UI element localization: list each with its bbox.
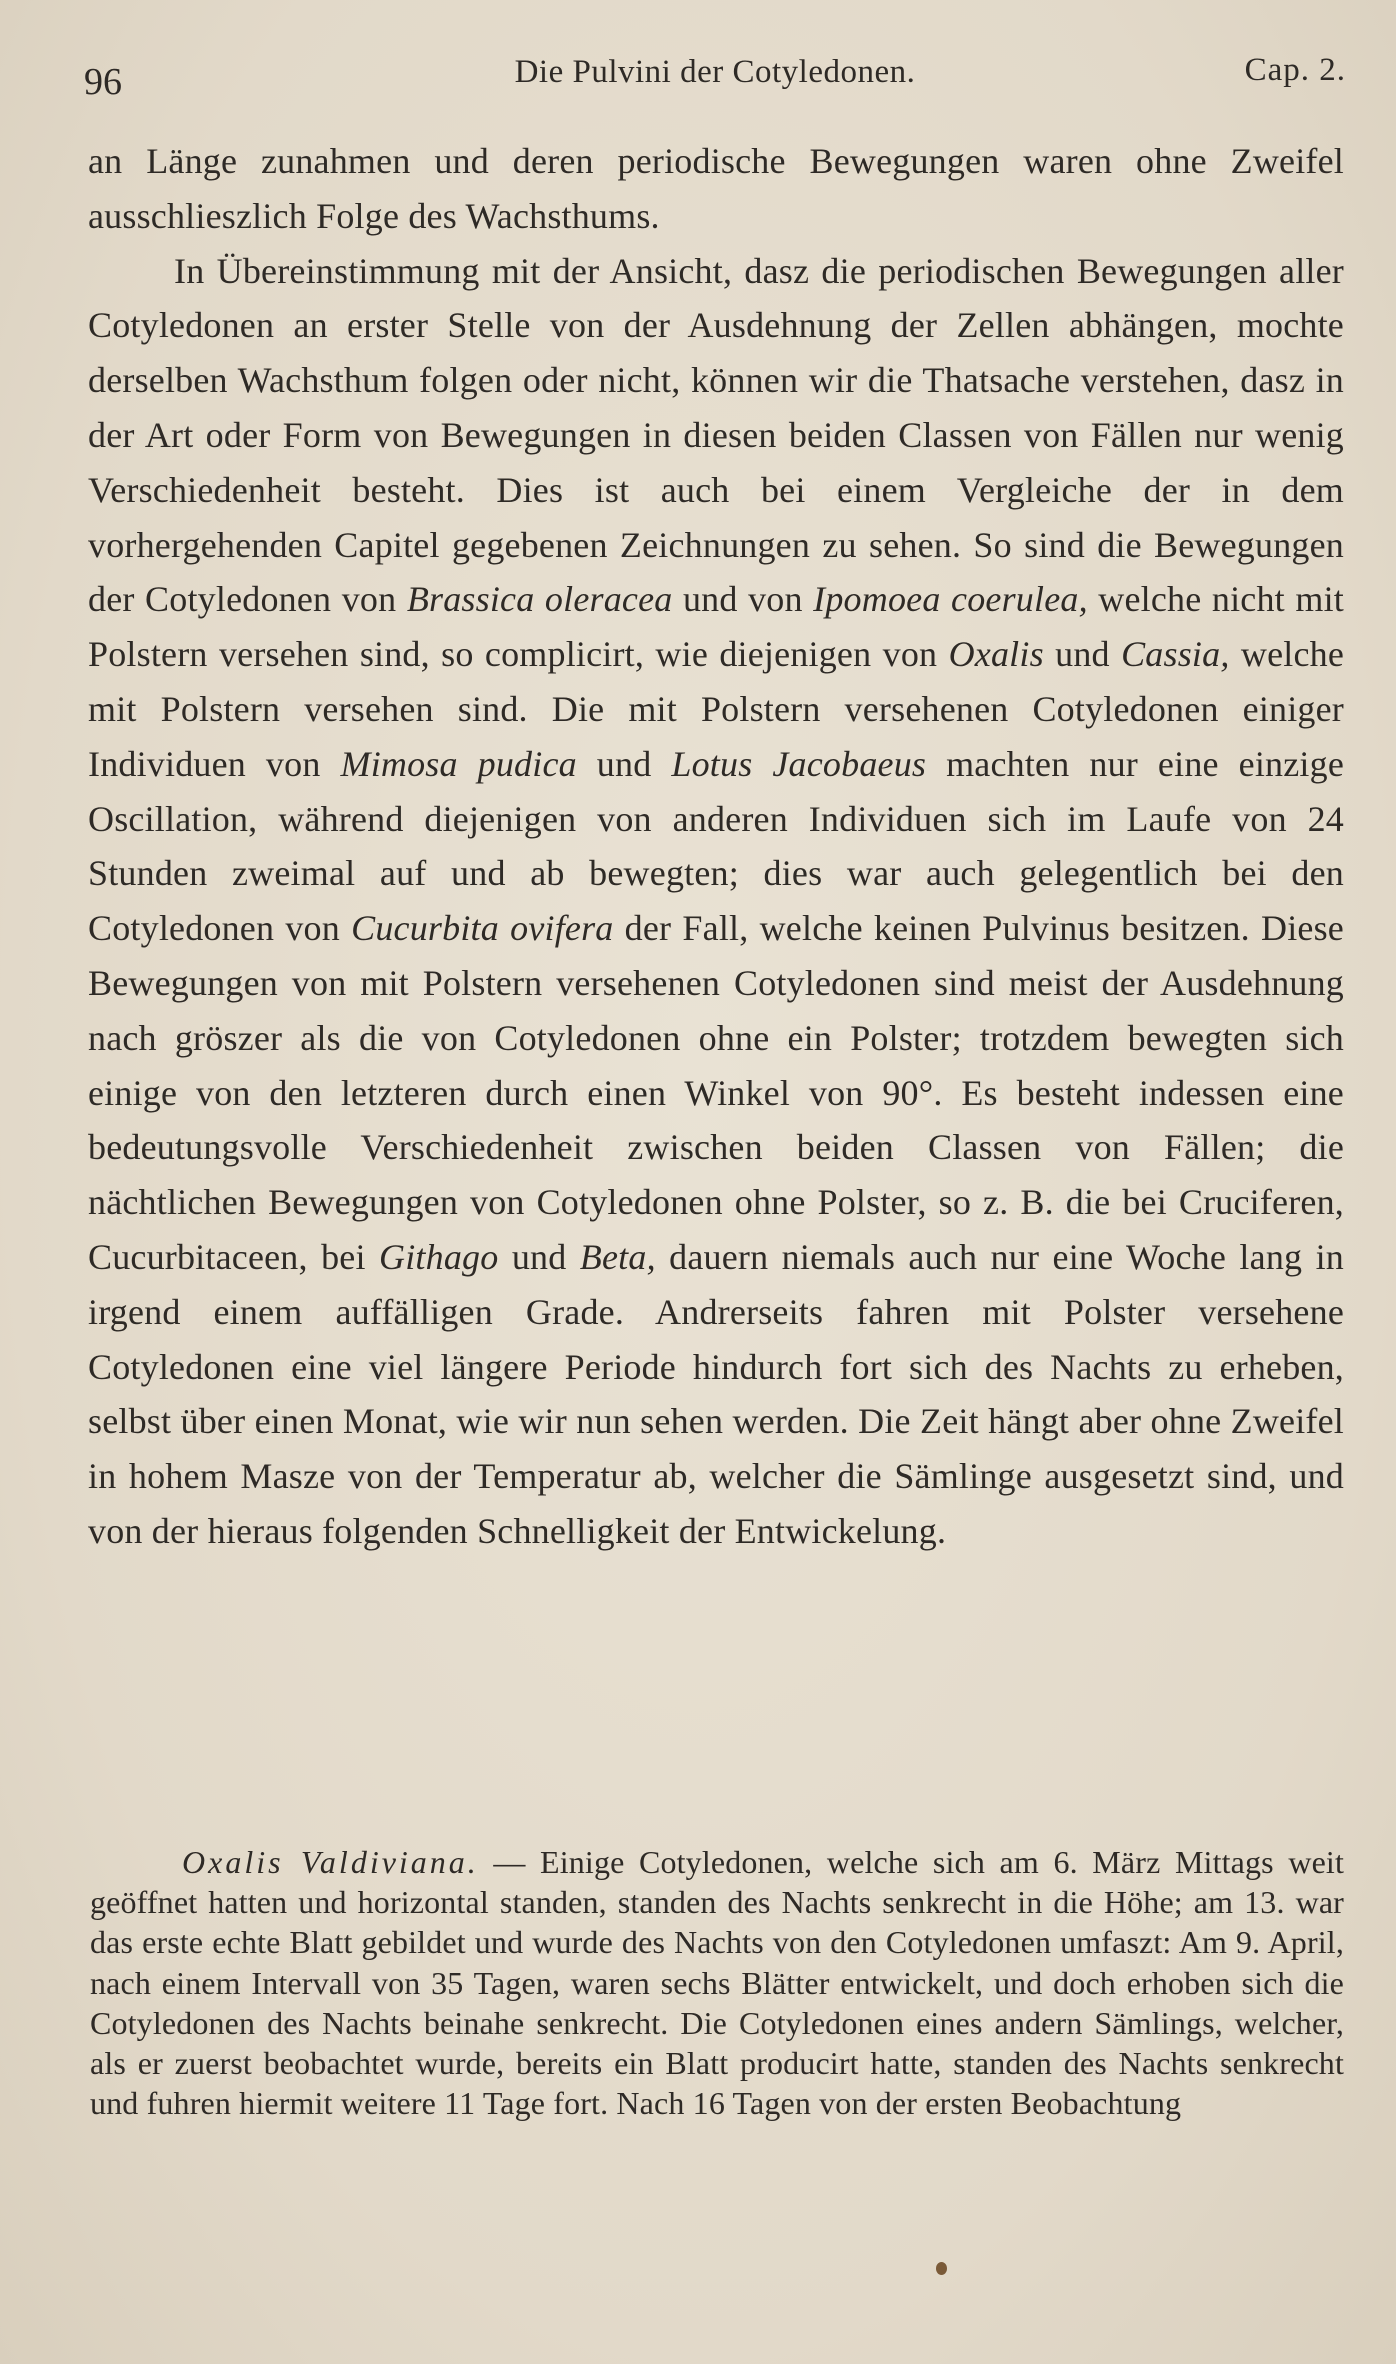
text-run: dauern niemals auch nur eine Woche lang in irgend einem auffälligen Grade. Andrerseits fahren mit Polster versehene Cotyledonen eine viel längere Periode hindurch fort sich des Nachts zu erheben, selbst über einen Monat, wie wir nun sehen werden. Die Zeit hängt aber ohne Zweifel in hohem Masze von der Temperatur ab, welcher die Sämlinge ausgesetzt sind, und von der hieraus folgenden Schnelligkeit der Entwickelung.	[88, 1236, 1344, 1551]
species-name: Cucurbita ovifera	[351, 908, 614, 949]
text-run: machten nur eine einzige Oscillation, während diejenigen von anderen Individuen sich im Laufe von 24 Stunden zweimal auf und ab bewegten; dies war auch gelegentlich bei den Cotyledonen von	[88, 743, 1344, 949]
running-title: Die Pulvini der Cotyledonen.	[514, 54, 916, 90]
page-header	[84, 52, 1346, 102]
text-run: welche nicht mit Polstern versehen sind, so complicirt, wie diejenigen von	[88, 579, 1344, 675]
genus-name: Beta,	[579, 1236, 656, 1277]
paragraph-continued: an Länge zunahmen und deren periodische Bewegungen waren ohne Zweifel ausschlieszlich Folge des Wachsthums.	[88, 141, 1344, 236]
note-body: — Einige Cotyledonen, welche sich am 6. März Mittags weit geöffnet hatten und horizontal standen, standen des Nachts senkrecht in die Höhe; am 13. war das erste echte Blatt gebildet und wurde des Nachts von den Cotyledonen umfaszt: Am 9. April, nach einem Intervall von 35 Tagen, waren sechs Blätter entwickelt, und doch erhoben sich die Cotyledonen des Nachts beinahe senkrecht. Die Cotyledonen eines andern Sämlings, welcher, als er zuerst beobachtet wurde, bereits ein Blatt producirt hatte, standen des Nachts senkrecht und fuhren hiermit weitere 11 Tage fort. Nach 16 Tagen von der ersten Beobachtung	[90, 1844, 1345, 2122]
genus-name: Cassia,	[1121, 634, 1230, 675]
observation-note	[90, 1842, 1344, 2123]
paragraph-cotyledon-movements	[88, 244, 1344, 1559]
species-name: Ipomoea coerulea,	[813, 579, 1088, 620]
ink-spot	[936, 2262, 947, 2275]
main-text	[88, 134, 1344, 1559]
species-name: Brassica oleracea	[406, 579, 673, 620]
text-run: und	[1043, 634, 1122, 675]
genus-name: Githago	[379, 1236, 499, 1277]
text-run: welche mit Polstern versehen sind. Die mit Polstern versehenen Cotyledonen einiger Individuen von	[88, 634, 1345, 784]
chapter-label: Cap. 2.	[1244, 52, 1346, 88]
species-name: Mimosa pudica	[340, 743, 577, 784]
text-run: der Fall, welche keinen Pulvinus besitzen. Diese Bewegungen von mit Polstern versehenen Cotyledonen sind meist der Ausdehnung nach gröszer als die von Cotyledonen ohne ein Polster; trotzdem bewegten sich einige von den letzteren durch einen Winkel von 90°. Es besteht indessen eine bedeutungsvolle Verschiedenheit zwischen beiden Classen von Fällen; die nächtlichen Bewegungen von Cotyledonen ohne Polster, so z. B. die bei Cruciferen, Cucurbitaceen, bei	[88, 908, 1344, 1277]
text-run: In Übereinstimmung mit der Ansicht, dasz die periodischen Bewegungen aller Cotyledonen an erster Stelle von der Ausdehnung der Zellen abhängen, mochte derselben Wachsthum folgen oder nicht, können wir die Thatsache verstehen, dasz in der Art oder Form von Bewegungen in diesen beiden Classen von Fällen nur wenig Verschiedenheit besteht. Dies ist auch bei einem Vergleiche der in dem vorhergehenden Capitel gegebenen Zeichnungen zu sehen. So sind die Bewegungen der Cotyledonen von	[88, 250, 1344, 620]
page-number: 96	[84, 61, 122, 103]
note-species-name: Oxalis Valdiviana.	[182, 1844, 479, 1880]
text-run: und	[498, 1236, 580, 1277]
genus-name: Oxalis	[948, 634, 1044, 675]
species-name: Lotus Jacobaeus	[671, 743, 927, 784]
text-run: und von	[672, 579, 814, 620]
text-run: und	[576, 743, 672, 784]
